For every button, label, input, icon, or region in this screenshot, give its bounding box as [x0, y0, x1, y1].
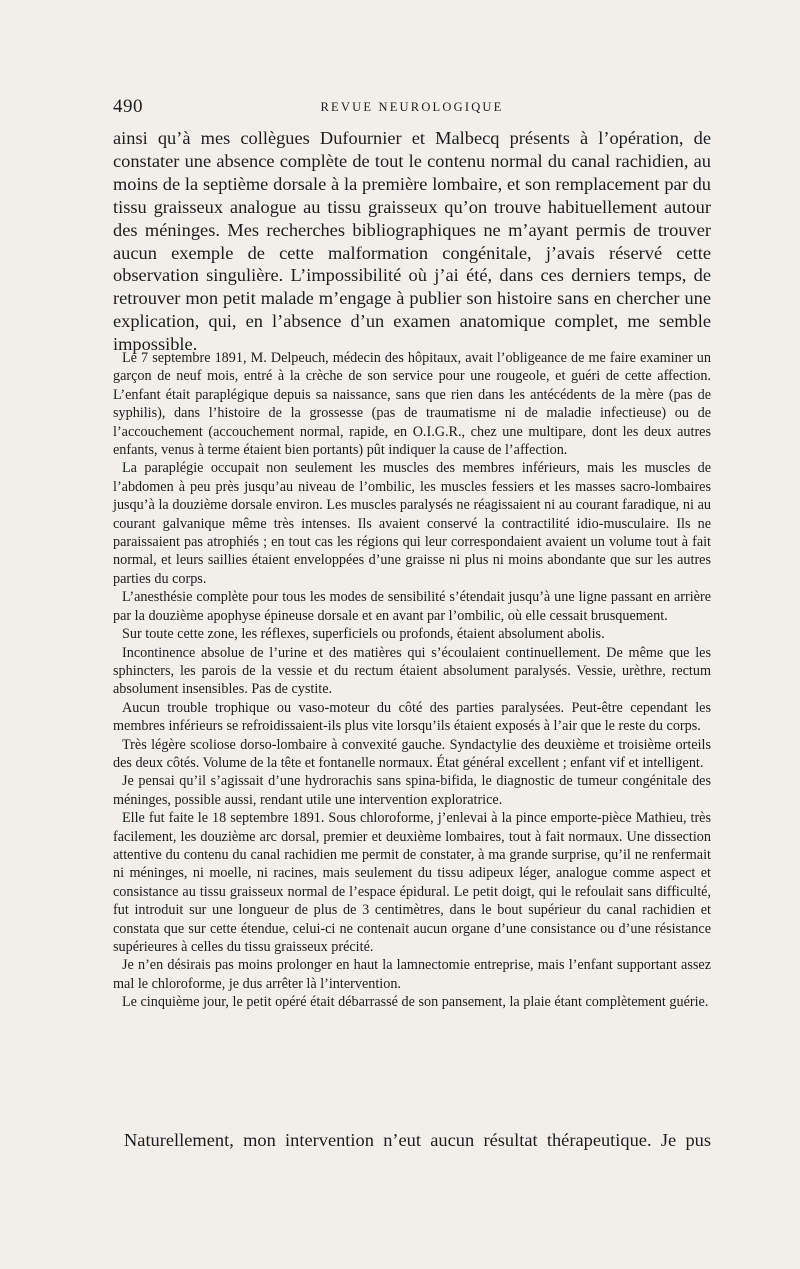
observation-paragraph: L’anesthésie complète pour tous les modes de sensibilité s’étendait jusqu’à une ligne passant en arrière par la douzième apophyse épineuse dorsale et en avant par l’ombilic, où elle cessait brusquement. [113, 589, 711, 624]
observation-paragraph: Le cinquième jour, le petit opéré était débarrassé de son pansement, la plaie étant complètement guérie. [122, 994, 709, 1011]
closing-paragraph: Naturellement, mon intervention n’eut aucun résultat thérapeutique. Je pus [124, 1130, 711, 1150]
observation-paragraph: Elle fut faite le 18 septembre 1891. Sous chloroforme, j’enlevai à la pince emporte-pièce Mathieu, très facilement, les douzième arc dorsal, premier et deuxième lombaires, tout à fait normaux. Une dissection attentive du contenu du canal rachidien me permit de constater, à ma grande surprise, qu’il ne renfermait ni méninges, ni moelle, ni racines, mais seulement du tissu adipeux léger, analogue comme aspect et consistance au tissu graisseux normal de l’espace épidural. Le petit doigt, qui le refoulait sans difficulté, fut introduit sur une longueur de plus de 3 centimètres, dans le bout supérieur du canal rachidien et constata que sur cette étendue, celui-ci ne contenait aucun organe d’une consistance ou d’une résistance supérieures à celles du tissu graisseux précité. [113, 810, 711, 955]
observation-paragraph: Le 7 septembre 1891, M. Delpeuch, médecin des hôpitaux, avait l’obligeance de me faire examiner un garçon de neuf mois, entré à la crèche de son service pour une rougeole, et guéri de cette affection. L’enfant était paraplégique depuis sa naissance, sans que rien dans les antécédents de la mère (pas de syphilis), dans l’histoire de la grossesse (pas de traumatisme ni de maladie infectieuse) ou de l’accouchement (accouchement normal, rapide, en O.I.G.R., chez une multipare, dont les deux autres enfants, venus à terme étaient bien portants) pût indiquer la cause de l’affection. [113, 350, 711, 459]
observation-paragraph: Je n’en désirais pas moins prolonger en haut la lamnectomie entreprise, mais l’enfant supportant assez mal le chloroforme, je dus arrêter là l’intervention. [113, 957, 711, 992]
closing-paragraph-block [113, 1129, 711, 1152]
observation-paragraph: Très légère scoliose dorso-lombaire à convexité gauche. Syndactylie des deuxième et troisième orteils des deux côtés. Volume de la tête et fontanelle normaux. État général excellent ; enfant vif et intelligent. [113, 736, 711, 771]
intro-paragraph: ainsi qu’à mes collègues Dufournier et Malbecq présents à l’opération, de constater une absence complète de tout le contenu normal du canal rachidien, au moins de la septième dorsale à la première lombaire, et son remplacement par du tissu graisseux analogue au tissu graisseux qu’on trouve habituellement autour des méninges. Mes recherches bibliographiques ne m’ayant permis de trouver aucun exemple de cette malformation congénitale, j’avais réservé cette observation singulière. L’impossibilité où j’ai été, dans ces derniers temps, de retrouver mon petit malade m’engage à publier son histoire sans en chercher une explication, qui, en l’absence d’un examen anatomique complet, me semble impossible. [113, 128, 711, 355]
observation-paragraph: Sur toute cette zone, les réflexes, superficiels ou profonds, étaient absolument abolis. [122, 626, 605, 643]
observation-paragraph: Aucun trouble trophique ou vaso-moteur du côté des parties paralysées. Peut-être cependant les membres inférieurs se refroidissaient-ils plus vite lorsqu’ils étaient exposés à l’air que le reste du corps. [113, 699, 711, 735]
observation-paragraph: Je pensai qu’il s’agissait d’une hydrorachis sans spina-bifida, le diagnostic de tumeur congénitale des méninges, possible aussi, rendant utile une intervention exploratrice. [113, 773, 711, 808]
page-header [113, 96, 711, 118]
observation-paragraph: Incontinence absolue de l’urine et des matières qui s’écoulaient continuellement. De même que les sphincters, les parois de la vessie et du rectum étaient absolument paralysés. Vessie, urèthre, rectum absolument insensibles. Pas de cystite. [113, 644, 711, 698]
observation-block [113, 349, 711, 1012]
page-number: 490 [113, 96, 143, 117]
running-title: REVUE NEUROLOGIQUE [320, 100, 504, 114]
intro-paragraph-block [113, 127, 711, 356]
observation-paragraph: La paraplégie occupait non seulement les muscles des membres inférieurs, mais les muscles de l’abdomen à peu près jusqu’au niveau de l’ombilic, les muscles fessiers et les masses sacro-lombaires jusqu’à la douzième dorsale environ. Les muscles paralysés ne réagissaient ni au courant faradique, ni au courant galvanique même très intenses. Ils avaient conservé la contractilité idio-musculaire. Ils ne paraissaient pas atrophiés ; en tout cas les régions qui leur correspondaient avaient un volume tout à fait normal, et leurs saillies étaient enveloppées d’une graisse ni plus ni moins abondante que sur les autres parties du corps. [113, 460, 711, 587]
